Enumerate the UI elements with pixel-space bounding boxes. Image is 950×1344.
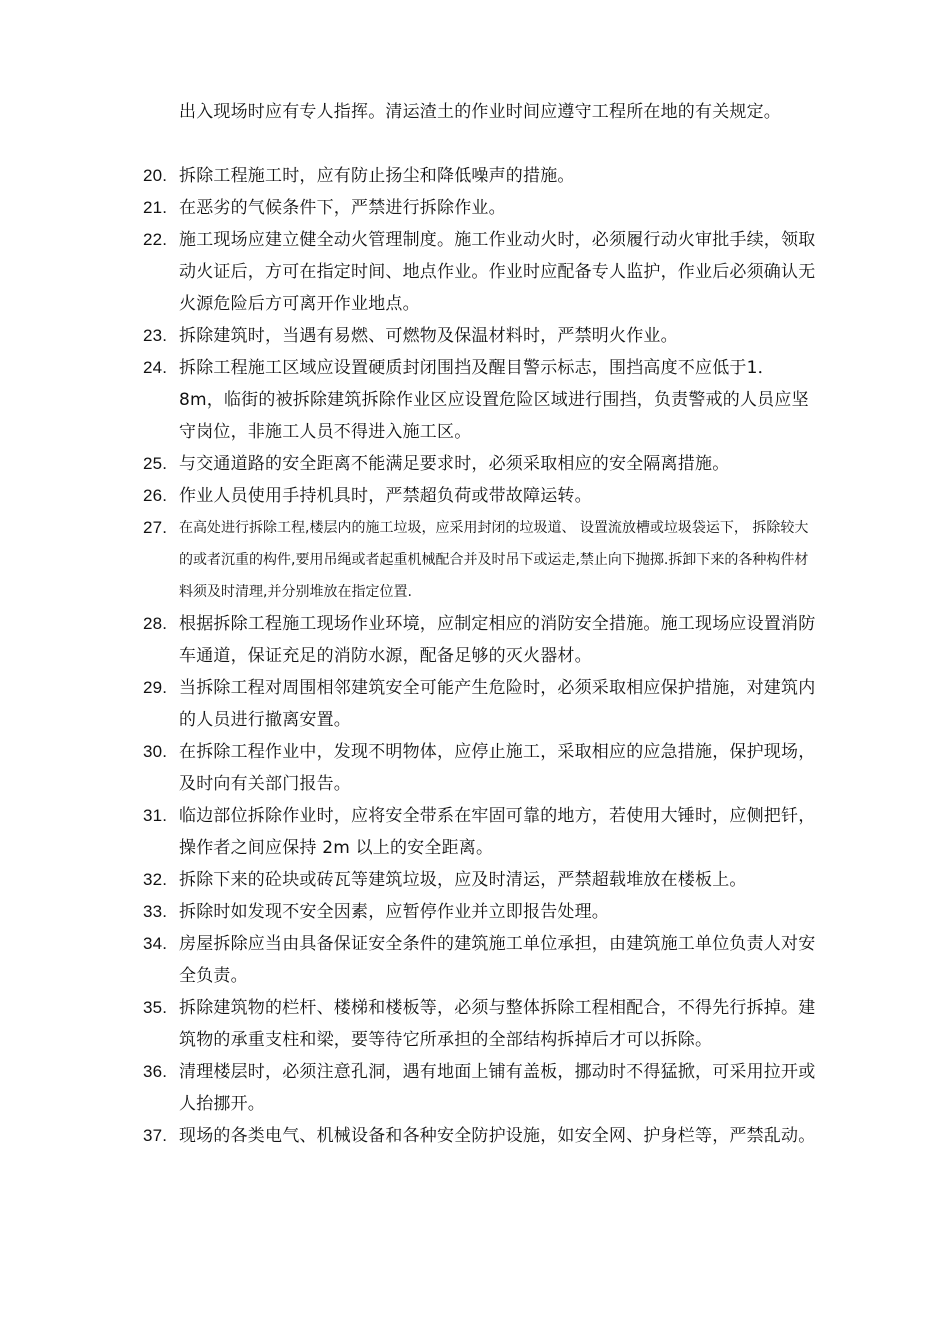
list-item xyxy=(143,672,819,736)
item-number: 24. xyxy=(143,358,168,377)
item-number: 35. xyxy=(143,998,168,1017)
list-item xyxy=(143,896,819,928)
list-item xyxy=(143,448,819,480)
item-number: 28. xyxy=(143,614,168,633)
list-item xyxy=(143,736,819,800)
list-item xyxy=(143,1120,819,1152)
item-text: 拆除时如发现不安全因素，应暂停作业并立即报告处理。 xyxy=(179,902,609,922)
item-text: 拆除工程施工时，应有防止扬尘和降低噪声的措施。 xyxy=(179,166,575,186)
item-number: 26. xyxy=(143,486,168,505)
item-text: 清理楼层时，必须注意孔洞，遇有地面上铺有盖板，挪动时不得猛掀，可采用拉开或人抬挪开。 xyxy=(179,1062,816,1114)
list-item xyxy=(143,480,819,512)
list-item xyxy=(143,608,819,672)
item-number: 33. xyxy=(143,902,168,921)
item-text: 拆除下来的砼块或砖瓦等建筑垃圾，应及时清运，严禁超载堆放在楼板上。 xyxy=(179,870,747,890)
item-number: 22. xyxy=(143,230,168,249)
list-item xyxy=(143,320,819,352)
item-number: 27. xyxy=(143,518,168,537)
item-text: 在高处进行拆除工程,楼层内的施工垃圾，应采用封闭的垃圾道、 设置流放槽或垃圾袋运下， 拆除较大的或者沉重的构件,要用吊绳或者起重机械配合并及时吊下或运走,禁止向下抛掷.拆卸下来的各种构件材料须及时清理,并分别堆放在指定位置. xyxy=(179,520,809,600)
item-text: 房屋拆除应当由具备保证安全条件的建筑施工单位承担，由建筑施工单位负责人对安全负责。 xyxy=(179,934,816,986)
rules-list xyxy=(143,160,819,1152)
item-number: 29. xyxy=(143,678,168,697)
item-text: 与交通道路的安全距离不能满足要求时，必须采取相应的安全隔离措施。 xyxy=(179,454,730,474)
list-item xyxy=(143,928,819,992)
item-number: 20. xyxy=(143,166,168,185)
item-text: 施工现场应建立健全动火管理制度。施工作业动火时，必须履行动火审批手续，领取动火证后，方可在指定时间、地点作业。作业时应配备专人监护，作业后必须确认无火源危险后方可离开作业地点。 xyxy=(179,230,816,314)
item-number: 30. xyxy=(143,742,168,761)
item-number: 32. xyxy=(143,870,168,889)
item-text: 在恶劣的气候条件下，严禁进行拆除作业。 xyxy=(179,198,506,218)
item-number: 37. xyxy=(143,1126,168,1145)
item-number: 34. xyxy=(143,934,168,953)
item-text: 在拆除工程作业中，发现不明物体，应停止施工，采取相应的应急措施，保护现场，及时向有关部门报告。 xyxy=(179,742,816,794)
list-item xyxy=(143,224,819,320)
list-item xyxy=(143,800,819,864)
item-text: 根据拆除工程施工现场作业环境，应制定相应的消防安全措施。施工现场应设置消防车通道，保证充足的消防水源，配备足够的灭火器材。 xyxy=(179,614,816,666)
list-item xyxy=(143,992,819,1056)
list-item xyxy=(143,192,819,224)
item-number: 21. xyxy=(143,198,168,217)
list-item xyxy=(143,160,819,192)
item-number: 25. xyxy=(143,454,168,473)
item-number: 23. xyxy=(143,326,168,345)
list-item xyxy=(143,352,819,448)
item-text: 作业人员使用手持机具时，严禁超负荷或带故障运转。 xyxy=(179,486,592,506)
list-item xyxy=(143,864,819,896)
item-text: 拆除建筑时，当遇有易燃、可燃物及保温材料时，严禁明火作业。 xyxy=(179,326,678,346)
continuation-paragraph: 出入现场时应有专人指挥。清运渣土的作业时间应遵守工程所在地的有关规定。 xyxy=(179,102,781,122)
item-text: 拆除工程施工区域应设置硬质封闭围挡及醒目警示标志，围挡高度不应低于1．8m，临街的被拆除建筑拆除作业区应设置危险区域进行围挡，负责警戒的人员应坚守岗位，非施工人员不得进入施工区。 xyxy=(179,358,809,442)
list-item xyxy=(143,512,819,608)
item-number: 36. xyxy=(143,1062,168,1081)
item-number: 31. xyxy=(143,806,168,825)
item-text: 现场的各类电气、机械设备和各种安全防护设施，如安全网、护身栏等，严禁乱动。 xyxy=(179,1126,816,1146)
item-text: 拆除建筑物的栏杆、楼梯和楼板等，必须与整体拆除工程相配合，不得先行拆掉。建筑物的承重支柱和梁，要等待它所承担的全部结构拆掉后才可以拆除。 xyxy=(179,998,816,1050)
item-text: 当拆除工程对周围相邻建筑安全可能产生危险时，必须采取相应保护措施，对建筑内的人员进行撤离安置。 xyxy=(179,678,816,730)
list-item xyxy=(143,1056,819,1120)
item-text: 临边部位拆除作业时，应将安全带系在牢固可靠的地方，若使用大锤时，应侧把钎，操作者之间应保持 2m 以上的安全距离。 xyxy=(179,806,816,858)
